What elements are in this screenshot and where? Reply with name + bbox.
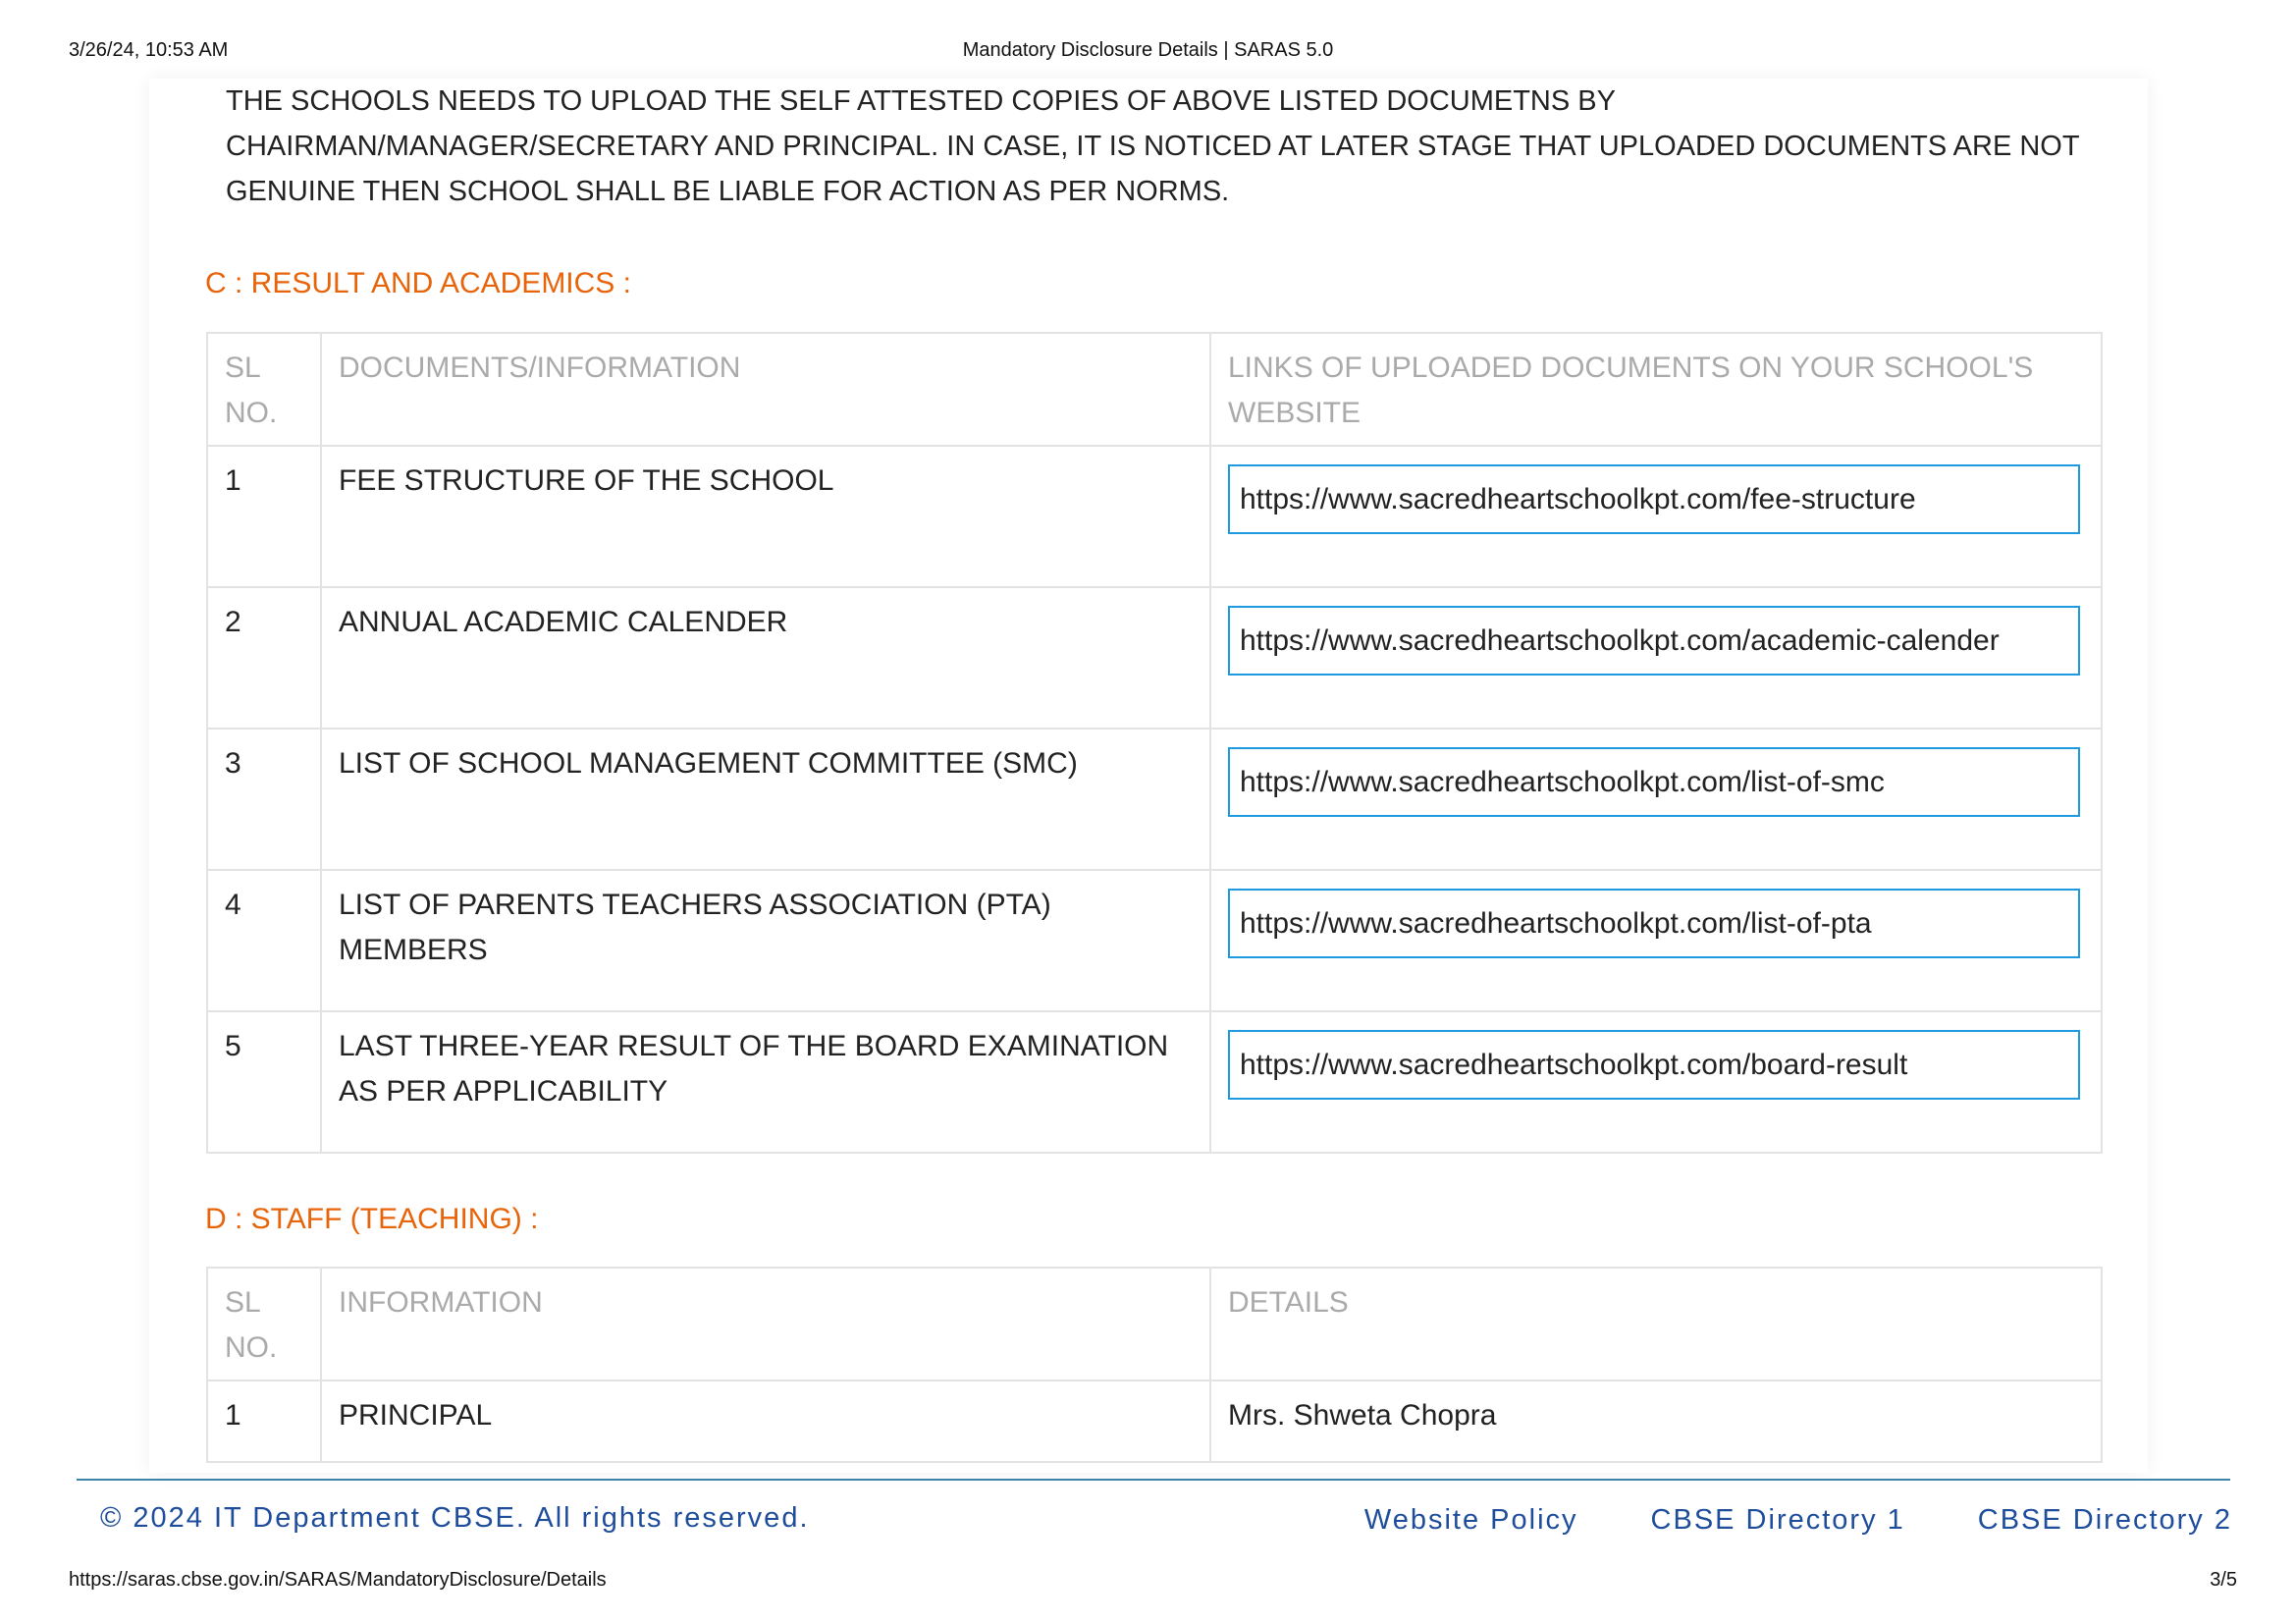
section-d-title: D : STAFF (TEACHING) : [205,1203,539,1235]
row-link-cell [1210,729,2102,870]
print-footer-url: https://saras.cbse.gov.in/SARAS/MandatoryDisclosure/Details [69,1569,607,1591]
cbse-directory-2-link[interactable]: CBSE Directory 2 [1977,1504,2232,1536]
cbse-directory-1-link[interactable]: CBSE Directory 1 [1650,1504,1905,1536]
table-row [207,870,2102,1011]
row-info: LAST THREE-YEAR RESULT OF THE BOARD EXAMINATION AS PER APPLICABILITY [321,1011,1210,1153]
principal-name: Mrs. Shweta Chopra [1210,1380,2102,1462]
header-links: LINKS OF UPLOADED DOCUMENTS ON YOUR SCHOOL'S WEBSITE [1210,333,2102,446]
header-sl-no: SL NO. [207,333,321,446]
table-row [207,1011,2102,1153]
table-row [207,587,2102,729]
header-information: INFORMATION [321,1268,1210,1380]
row-info: ANNUAL ACADEMIC CALENDER [321,587,1210,729]
table-header-row [207,1268,2102,1380]
table-row [207,446,2102,587]
row-sl: 3 [207,729,321,870]
table-row [207,1380,2102,1462]
pta-list-link-input[interactable] [1228,889,2080,958]
table-header-row [207,333,2102,446]
print-header-datetime: 3/26/24, 10:53 AM [69,39,229,61]
print-footer-page: 3/5 [2210,1569,2237,1591]
website-policy-link[interactable]: Website Policy [1363,1504,1578,1536]
table-row [207,729,2102,870]
row-info: PRINCIPAL [321,1380,1210,1462]
fee-structure-link-input[interactable] [1228,464,2080,534]
footer-links [1292,1504,2232,1537]
row-info: LIST OF PARENTS TEACHERS ASSOCIATION (PTA) MEMBERS [321,870,1210,1011]
row-info: LIST OF SCHOOL MANAGEMENT COMMITTEE (SMC) [321,729,1210,870]
print-header-title: Mandatory Disclosure Details | SARAS 5.0 [962,39,1334,61]
row-link-cell [1210,587,2102,729]
upload-notice: THE SCHOOLS NEEDS TO UPLOAD THE SELF ATTESTED COPIES OF ABOVE LISTED DOCUMETNS BY CHAIRMAN/MANAGER/SECRETARY AND PRINCIPAL. IN CASE, IT IS NOTICED AT LATER STAGE THAT UPLOADED DOCUMENTS ARE NOT GENUINE THEN SCHOOL SHALL BE LIABLE FOR ACTION AS PER NORMS. [226,85,2080,207]
row-info: FEE STRUCTURE OF THE SCHOOL [321,446,1210,587]
row-sl: 4 [207,870,321,1011]
academic-calender-link-input[interactable] [1228,606,2080,676]
section-c-title: C : RESULT AND ACADEMICS : [205,267,631,299]
row-link-cell [1210,446,2102,587]
staff-teaching-table [206,1267,2103,1463]
row-link-cell [1210,1011,2102,1153]
header-sl-no: SL NO. [207,1268,321,1380]
copyright-text: © 2024 IT Department CBSE. All rights reserved. [100,1502,810,1534]
row-link-cell [1210,870,2102,1011]
result-academics-table [206,332,2103,1154]
row-sl: 2 [207,587,321,729]
row-sl: 1 [207,1380,321,1462]
row-sl: 1 [207,446,321,587]
row-sl: 5 [207,1011,321,1153]
header-documents: DOCUMENTS/INFORMATION [321,333,1210,446]
footer-divider [77,1479,2230,1481]
smc-list-link-input[interactable] [1228,747,2080,817]
board-result-link-input[interactable] [1228,1030,2080,1100]
header-details: DETAILS [1210,1268,2102,1380]
